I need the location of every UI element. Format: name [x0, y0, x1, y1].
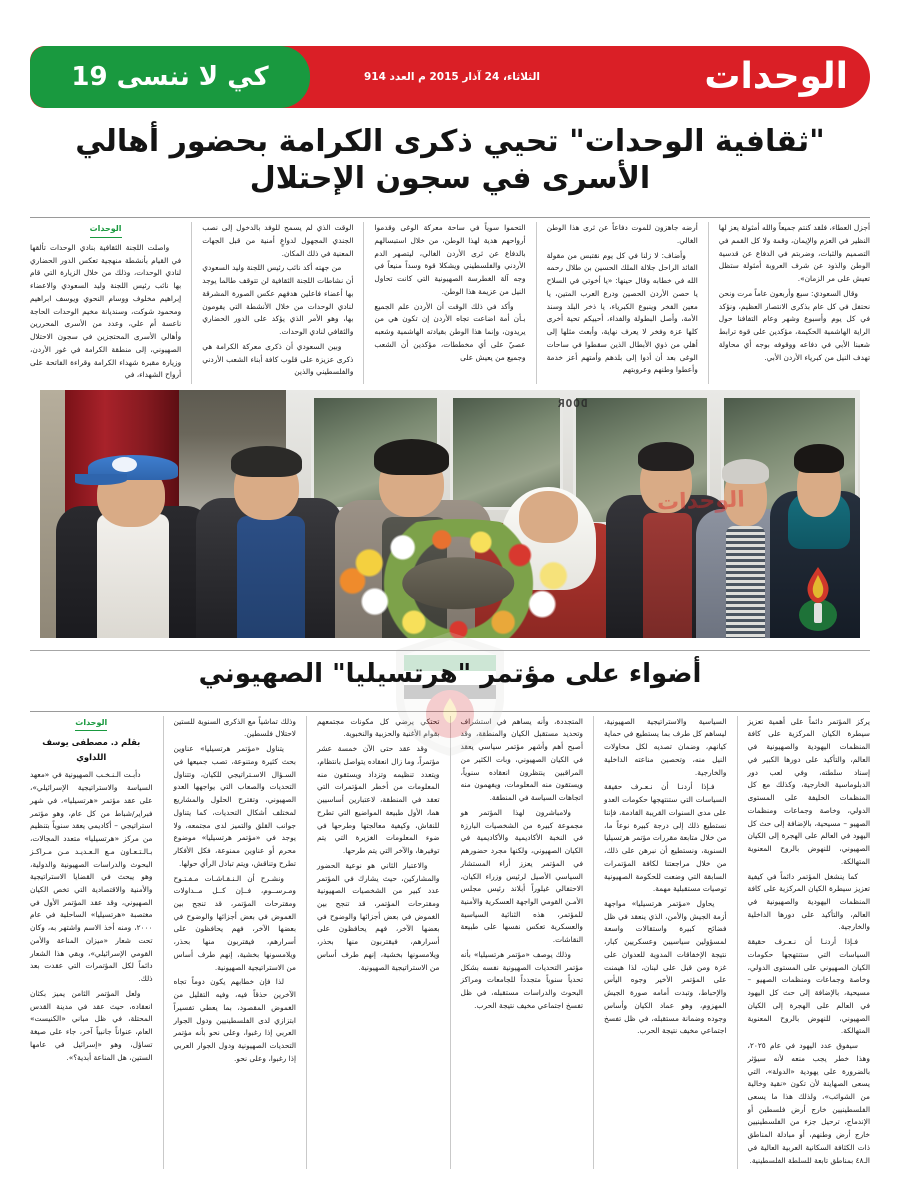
- paragraph: لذا فإن خطابهم يكون دوماً تجاه الآخرين حذقاً فيه، وفيه التقليل من الغموض المقصود، بما يعطي تفسيراً ابتزازي لدى الفلسطينيين ودول الجوار العربي إذا رغبوا، وعلى نحو بأنه مؤتمر التحديات الصهيونية ودول الجوار العربي إذا رغبوا، وعلى نحو.: [173, 977, 296, 1063]
- paragraph: يحاول «مؤتمر هرتسيليا» مواجهة أزمة الجيش والأمن، الذي ينعقد في ظل فضائح كبيرة واستقالات واسعة لمسؤولين سياسيين وعسكريين كبار، نتيجة الإخفاقات المدوية للعدوان على غزة ومن قبل على لبنان، لذا هيمنت على المؤتمر الأخير وجوه اليأس والإحباط، وتبدت أمامه صورة الجيش المهزوم، وهو عماد الكيان وأساس وجوده وضمانة مستقبله، في ظل تفسخ اجتماعي مخيف نتيجة الحرب.: [604, 899, 727, 1036]
- paragraph: والاعتبار الثاني هو نوعية الحضور والمشاركين، حيث يشارك في المؤتمر عدد كبير من الشخصيات الصهيونية ومقترحات المؤتمر، قد تنجح بين الغموض في بعض أجزائها والوضوح في بعضها الآخر، فهم يحافظون على أسرارهم، فيقتربون منها بحذر، ويلامسونها بخشية، إنهم طرف أساس من الاستراتيجية الصهيونية.: [317, 860, 440, 972]
- article-2-source-label: الوحدات: [75, 716, 107, 732]
- paragraph: المتجددة، وأنه يساهم في استشراف وتحديد مستقبل الكيان والمنطقة، وقد أصبح أهم وأشهر مؤتمر سياسي يعقد في الكيان الصهيوني، وبات الكثير من المراقبين ينتظرون انعقاده سنوياً، ويستقون منه المعلومات، ويفهمون منه اتجاهات السياسة في المنطقة.: [460, 716, 583, 803]
- article-2-col-5: [174, 716, 308, 1170]
- paragraph: وأكد في ذلك الوقت أن الأردن علم الجميع بـأن أمة اضاعت تجاه الأردن إن تكون هي من يريدون، وإنما هذا الوطن بقيادته الهاشمية وشعبه عصيٌ على أي مخططات، مؤكدين أن الشعب وجميع من يعيش على: [374, 301, 526, 362]
- article-2-headline: أضواء على مؤتمر "هرتسيليا" الصهيوني: [198, 659, 702, 689]
- article-2-columns: [30, 716, 870, 1170]
- person-head: [519, 491, 578, 543]
- paragraph: فـإذا أردنـا أن نـعـرف حقيقة السياسات التي ستنتهجها حكومات العدو على مدى السنوات القريبة القادمة، فإننا نستطيع ذلك إلى درجة كبيرة نوعاً ما، من خلال متابعة مقررات مؤتمر هرتسيليا السنوية، ونستطيع أن نبرهن على ذلك، من خلال مراجعتنا لكافة المؤتمرات السابقة التي وضعت للحكومة الصهيونية توصيات مستقبلية مهمة.: [604, 782, 727, 894]
- article-1-col-4: [202, 222, 364, 384]
- paragraph: وقد عقد حتى الآن خمسة عشر مؤتمراً، وما زال انعقاده يتواصل بانتظام، ويتعدد تنظيمه وتزداد ويستقون منه المعلومات من أخطر المؤتمرات التي تعقد في المنطقة، لاعتبارين أساسيين هما، الأول طبيعة المواضيع التي تطرح للنقاش، وكيفية معالجتها وطرحها في ضوء المعلومات الغزيرة التي يتم توفيرها، والآخر التي يتم طرحها.: [317, 744, 440, 856]
- paragraph: ولعل المؤتمر الثامن يميز بكثان انعقاده، حيث عقد في مدينة القدس المحتلة، في ظل مباني «الكنيست» العام، عنواناً جانبياً آخر، جاء على صيغة تساؤل، وهو «إسرائيل في عامها الستين، هل المناعة أبدية؟».: [30, 988, 153, 1062]
- person-hair: [638, 442, 695, 471]
- brand-title: الوحدات: [704, 56, 848, 97]
- masthead: [30, 46, 870, 108]
- paragraph: السياسية والاستراتيجية الصهيونية، ليساهم كل طرف بما يستطيع في حماية كيانهم، وضمان تصديه لكل محاولات النيل منه، وتحصين مناعته الداخلية والخارجية.: [604, 716, 727, 777]
- cap-logo: [112, 457, 137, 472]
- article-1-col-2: [547, 222, 709, 384]
- person-shirt: [237, 516, 305, 638]
- torch-logo-icon: [792, 559, 844, 633]
- paragraph: يتناول «مؤتمر هرتسيليا» عناوين بحث كثيرة ومتنوعة، تصب جميعها في السـؤال الاسـتراتيجي للكيان، وتتناول التحديات والصعاب التي يواجهها العدو الصهيوني، وتقترح الحلول والمشاريع لمختلف أشكال التحديات، كما يتناول جوانب القلق والتميز لدى مجتمعه، ولا يوجد في «مؤتمر هرتسيليا» موضوع محرم أو عناوين ممنوعة، فكل الأفكار تطرح وتناقش، ويتم تبادل الرأي حولها.: [173, 744, 296, 868]
- person-shirt: [643, 513, 692, 638]
- article-1-photo: [40, 390, 860, 638]
- photo-person: [196, 420, 344, 638]
- paragraph: وأضاف: لا زلنا في كل يوم نقتبس من مقولة القائد الراحل جلالة الملك الحسين بن طلال رحمه الله في خطابه وقال حينها: «يا أخوتي في السلاح يا حصن الأردن الحصين ودرع العرب المتين، يا معين الفخر وينبوع الكبرياء، يا ذخر البلد وسند الأمة، وأصل البطولة والفداء، أحييكم تحية أخرى كلها عزة وفخر لا يعرف نهاية، وأبعث مثلها إلى أهلي من ذوي الأبطال الذين سقطوا في ساحات الوغى بعد أن أدوا إلى بلدهم وأمتهم أعز خدمة وأعطوا وطنهم وعروبتهم: [546, 250, 698, 375]
- paragraph: وقال السعودي: سبع وأربعون عاماً مرت ونحن نحتفل في كل عام بذكرى الانتصار العظيم، ونؤكد في كل يوم وأسبوع وشهر وعام التفافنا حول الراية الهاشمية الحكيمة، مؤكدين على قوة ترابط شعبنا الأبي في دفاعه ووقوفه بوجه أي محاولة تهدف النيل من كبرياء الأردن الأبي.: [718, 288, 870, 362]
- article-1-source-label: الوحدات: [90, 222, 122, 238]
- issue-date-line: الثلاثاء، 24 آذار 2015 م العدد 914: [363, 71, 540, 83]
- paragraph: يركز المؤتمر دائماً على أهمية تعزيز سيطرة الكيان المركزية على كافة المنظمات اليهودية والصهيونية في العالم، والتأكيد على دورها الكبير في إسناد سلطته، وفي لعب دور الدبلوماسية الخارجية، وكذلك مع كل المنظمات الحليفة على المستوى الدولي، وخاصة وجماعات ومنظمات الصهيو – مسيحية، بالإضافة إلى حث كل اليهود في العالم على الهجرة إلى الكيان الصهيوني، للنهوض بالروح المعنوية المتهالكة.: [747, 716, 870, 866]
- person-hair: [374, 439, 449, 475]
- article-1-source-wrap: [30, 222, 181, 242]
- article-1-col-3: [374, 222, 536, 384]
- paragraph: كما ينشغل المؤتمر دائماً في كيفية تعزيز سيطرة الكيان المركزية على كافة المنظمات اليهودية والصهيونية في العالم، والتأكيد على دورها الداخلية والخارجية.: [747, 871, 870, 932]
- paragraph: سيفوق عدد اليهود في عام ٢٠٢٥، وهذا خطر يجب منعه لأنه سيؤثر بالضرورة على يهودية «الدولة»، التي يسعى الصهاينة لأن تكون «نقية وخالية من الشوائب»، ولذلك هذا ما يسعى الفلسطينيين خارج أرض فلسطين أو الإندماج، ترحيل جزء من الفلسطينيين خارج أرض وطنهم، أو مبادلة المناطق ذات الكثافة السكانية العربية العالية في الـ٤٨ بمناطق تابعة للسلطة الفلسطينية.: [747, 1041, 870, 1165]
- person-hair: [231, 446, 302, 477]
- person-hair: [794, 444, 843, 473]
- paragraph: الوقت الذي لم يسمح للوفد بالدخول إلى نصب الجندي المجهول لدواعٍ أمنية من قبل الجهات المعنية في ذلك المكان.: [202, 223, 354, 258]
- paragraph: ولامباشرون لهذا المؤتمر هو مجموعة كبيرة من الشخصيات البارزة في النخبة الأكاديمية والأكاديمية في الكيان الصهيوني، ولكنها مجرد حضورهم في المؤتمر يعزز أراء المستشار السياسي الأصيل لرئيس وزراء الكيان، الاحتفالي غيلوراً أبلاند رئيس مجلس الأمـن القومي الواجهة العسكرية والأمنية للمؤتمر، هذه الثنائية السياسية والعسكرية تعكس نفسها على طبيعة النقاشات.: [460, 807, 583, 945]
- person-shirt: [97, 514, 169, 638]
- paragraph: ونشـرح أن الـنـقـاشـات مـفـتـوح ومـرســوم، فــإن كــل مــداولات ومقترحات المؤتمر، قد تنجح بين الغموض في بعض أجزائها والوضوح في بعضها الآخر، فهم يحافظون على أسرارهم، فيقتربون منها بحذر، ويلامسونها بخشية، إنهم طرف أساس من الاستراتيجية الصهيونية.: [173, 873, 296, 972]
- article-2-rule: [30, 711, 870, 712]
- paragraph: فـإذا أردنـا أن نـعـرف حقيقة السياسات التي ستنتهجها حكومات الكيان الصهيوني على المستوى الدولي، وخاصة وجماعات ومنظمات الصهيو – مسيحية، بالإضافة إلى حث كل اليهود في العالم على الهجرة إلى الكيان الصهيوني، للنهوض بالروح المعنوية المتهالكة.: [747, 937, 870, 1036]
- paragraph: دأبـت الـنـخـب الصهيونية في «معهد السياسة والاستراتيجية الإسرائيلي»، على عقد مؤتمر «هرتسيليا»، في شهر فبراير/شباط من كل عام، وهو مؤتمر استراتيجي – أكاديمي يعقد سنوياً بتنظيم من مركز «هرتسيليا» متعدد المجالات، بـالـتـعـاون مـع الـعـديـد مـن مـراكـز البحوث والدراسات الصهيونية والدولية، وهو يبحث في القضايا الاستراتيجية والأمنية والاقتصادية التي تخص الكيان الصهيوني، وقد عقد المؤتمر الأول في مغتصبة «هرتسيليا» الساحلية في عام ٢٠٠٠، ومنه أخذ الاسم واشتهر به، وكان تحت شعار «ميزان المناعة والأمن القومي الإسرائيلي»، وبقي هذا الشعار دائماً لكل المؤتمرات التي عقدت بعد ذلك.: [30, 770, 153, 984]
- article-secondary: [30, 645, 870, 1169]
- article-2-col-3: [461, 716, 595, 1170]
- article-2-source-wrap: [30, 716, 153, 736]
- paragraph: التحموا سوياً في ساحة معركة الوغى وقدموا أرواحهم هدية لهذا الوطن، من خلال استبسالهم بالدفاع عن ثرى الأردن الغالي، ليتصهر الدم الأردني والفلسطيني ويشكلا قوة وسداً منيعاً في وجه آلة الغطرسة الصهيونية التي كانت تحاول النيل من عزيمة هذا الوطن.: [374, 223, 526, 296]
- wreath-center: [402, 558, 514, 610]
- article-1-col-5: [30, 222, 192, 384]
- article-1-headline: "ثقافية الوحدات" تحيي ذكرى الكرامة بحضور أهالي الأسرى في سجون الإحتلال: [75, 124, 825, 196]
- masthead-slogan: كي لا ننسى 19: [71, 62, 269, 92]
- paragraph: وذلك يوصف «مؤتمر هرتسيليا» بأنه مؤتمر التحديات الصهيونية نفسه بشكل تحدياً سنوياً متجدداً للجامعات ومراكز البحوث والدراسات مستقبله، في ظل تفسخ اجتماعي مخيف نتيجة الحرب.: [460, 949, 583, 1010]
- person-hair: [722, 459, 769, 484]
- article-2-author-line: بقلم د. مصطفى يوسف اللداوي: [42, 737, 141, 762]
- photo-person: [56, 425, 212, 638]
- paragraph: أرضه جاهزون للموت دفاعاً عن ثرى هذا الوطن الغالي.: [546, 223, 698, 245]
- article-2-col-2: [604, 716, 738, 1170]
- photo-watermark-text: الوحدات: [656, 487, 746, 516]
- paragraph: واصلت اللجنة الثقافية بنادي الوحدات تألقها في القيام بأنشطة منهجية تعكس الدور الحضاري لنادي الوحدات، وذلك من خلال الزيارة التي قام بها نائب رئيس اللجنة وليد السعودي والاعضاء إبراهيم مخلوف ووسام النحوي ويوسف ابراهيم ومحمود شوكت، وسنديانة مخيم الوحدات الحاجة ناعسة أم علي، وعدد من الأسرى المحررين وأهالي الأسرى المحتجزين في سجون الاحتلال الصهيوني، إلى منطقة الكرامة في غور الأردن، وزيارة مقبرة شهداء الكرامة وقراءة الفاتحة على أرواح الشهداء، في: [29, 242, 182, 380]
- article-1-columns: [30, 222, 870, 384]
- paragraph: أجزل العطاء، فلقد كنتم جميعاً والله أمثولة يعز لها النظير في العزم والإيمان، وقمة ولا كل القمم في التصميم والثبات، وضربتم في الدفاع عن قدسية الوطن والذود عن شرف العروبة أمثولة ستظل تعيش على مر الزمان».: [718, 223, 870, 284]
- paragraph: وذلك تماشياً مع الذكرى السنوية للستين لاحتلال فلسطين.: [173, 716, 296, 739]
- paragraph: وبين السعودي أن ذكرى معركة الكرامة هي ذكرى عزيزة على قلوب كافة أبناء الشعب الأردني والفلسطيني والذين: [202, 341, 354, 377]
- article-2-col-4: [317, 716, 451, 1170]
- paragraph: تحتكي يرضي كل مكونات مجتمعهم بقوام الأغنية والحزبية والنخبوية.: [317, 716, 440, 739]
- article-1-rule: [30, 217, 870, 218]
- article-2-col-1: [748, 716, 871, 1170]
- person-shirt: [726, 526, 765, 638]
- article-2-col-6: [30, 716, 164, 1170]
- article-primary: [30, 118, 870, 384]
- photo-canvas: [40, 390, 860, 638]
- photo-door-label: DOOR: [556, 397, 588, 411]
- paragraph: من جهته أكد نائب رئيس اللجنة وليد السعودي أن نشاطات اللجنة الثقافية لن تتوقف طالما يوجد بها أعضاء فاعلين هدفهم عكس الصورة المشرقة لنادي الوحدات من خلال الأنشطة التي يقومون بها، وهو الأمر الذي يؤكد على الدور الحضاري والثقافي لنادي الوحدات.: [202, 263, 354, 337]
- article-1-col-1: [719, 222, 870, 384]
